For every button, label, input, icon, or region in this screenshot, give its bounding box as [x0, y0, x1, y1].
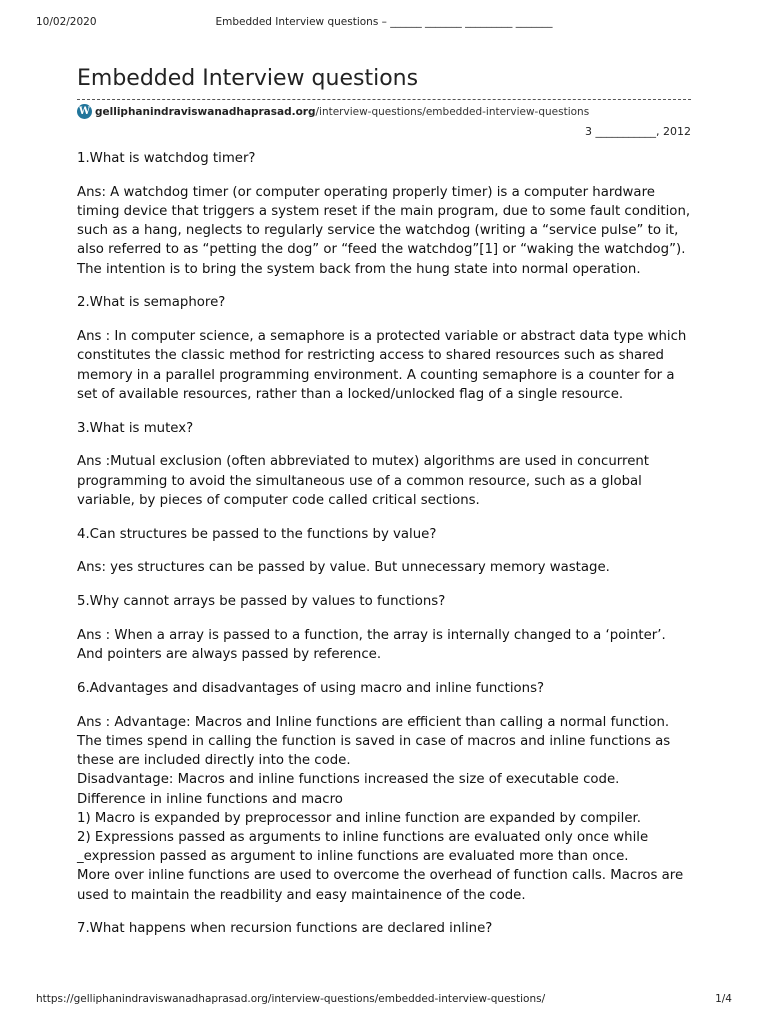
question-5: 5.Why cannot arrays be passed by values to functions?	[77, 594, 446, 610]
page-number: 1/4	[715, 993, 732, 1005]
print-footer	[36, 993, 732, 1007]
print-header	[36, 16, 732, 30]
answer-6-line: Difference in inline functions and macro	[77, 791, 343, 807]
answer-4: Ans: yes structures can be passed by value. But unnecessary memory wastage.	[77, 560, 610, 576]
article-title: Embedded Interview questions	[77, 66, 419, 91]
article-source	[77, 104, 691, 119]
answer-3: Ans :Mutual exclusion (often abbreviated to mutex) algorithms are used in concurrent programming to avoid the simultaneous use of a common resource, such as a global variable, by pieces of computer code called critical sections.	[77, 454, 650, 508]
answer-6-line: 2) Expressions passed as arguments to inline functions are evaluated only once while _expression passed as argument to inline functions are evaluated more than once.	[77, 830, 649, 865]
answer-5: Ans : When a array is passed to a function, the array is internally changed to a ‘pointer’. And pointers are always passed by reference.	[77, 628, 666, 663]
print-page-title: Embedded Interview questions – ______ _______ _________ _______	[215, 16, 553, 28]
source-link[interactable]	[95, 105, 589, 119]
answer-6-line: More over inline functions are used to overcome the overhead of function calls. Macros are used to maintain the readbility and easy maintainence of the code.	[77, 868, 684, 903]
answer-6-line: 1) Macro is expanded by preprocessor and inline function are expanded by compiler.	[77, 810, 641, 826]
answer-6-line: Disadvantage: Macros and inline functions increased the size of executable code.	[77, 772, 620, 788]
question-4: 4.Can structures be passed to the functions by value?	[77, 526, 437, 542]
question-7: 7.What happens when recursion functions are declared inline?	[77, 921, 493, 937]
title-divider	[77, 99, 691, 100]
answer-2: Ans : In computer science, a semaphore is a protected variable or abstract data type which constitutes the classic method for restricting access to shared resources such as shared memory in a parallel programming environment. A counting semaphore is a counter for a set of available resources, rather than a locked/unlocked flag of a single resource.	[77, 329, 687, 402]
wordpress-icon: W	[77, 104, 92, 119]
answer-1: Ans: A watchdog timer (or computer operating properly timer) is a computer hardware timing device that triggers a system reset if the main program, due to some fault condition, such as a hang, neglects to regularly service the watchdog (writing a “service pulse” to it, also referred to as “petting the dog” or “feed the watchdog”[1] or “waking the watchdog”). The intention is to bring the system back from the hung state into normal operation.	[77, 184, 691, 277]
article-body	[77, 149, 691, 939]
question-1: 1.What is watchdog timer?	[77, 151, 256, 166]
publish-date: 3 ___________, 2012	[585, 125, 691, 138]
print-url: https://gelliphanindraviswanadhaprasad.org/interview-questions/embedded-interview-questions/	[36, 993, 546, 1005]
source-path: /interview-questions/embedded-interview-questions	[315, 105, 590, 118]
question-2: 2.What is semaphore?	[77, 295, 226, 311]
question-6: 6.Advantages and disadvantages of using macro and inline functions?	[77, 681, 545, 696]
source-domain: gelliphanindraviswanadhaprasad.org	[95, 105, 316, 118]
article	[77, 64, 691, 953]
print-date: 10/02/2020	[36, 16, 97, 28]
answer-6	[77, 713, 691, 905]
answer-6-line: Ans : Advantage: Macros and Inline functions are efficient than calling a normal function. The times spend in calling the function is saved in case of macros and inline functions as these are included directly into the code.	[77, 714, 671, 769]
question-3: 3.What is mutex?	[77, 420, 194, 436]
